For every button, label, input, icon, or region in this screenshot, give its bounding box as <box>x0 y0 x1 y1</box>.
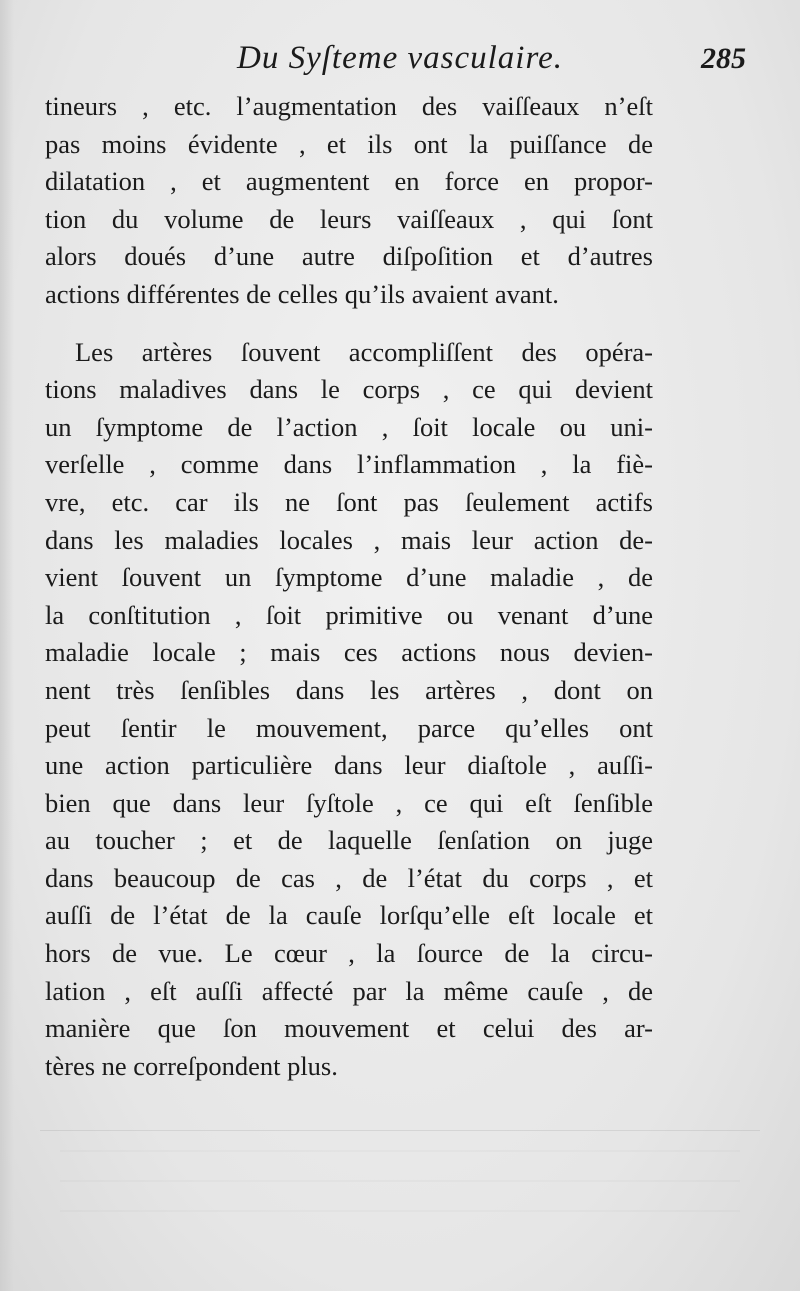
text-line: tion du volume de leurs vaiſſeaux , qui ſont <box>45 203 653 234</box>
paragraph-gap <box>45 314 653 334</box>
text-line: verſelle , comme dans l’inflammation , la fiè- <box>45 449 653 480</box>
text-line: maladie locale ; mais ces actions nous devien- <box>45 637 653 668</box>
text-line: la conſtitution , ſoit primitive ou venant d’une <box>45 599 653 630</box>
text-line: un ſymptome de l’action , ſoit locale ou uni- <box>45 411 653 442</box>
running-head <box>40 36 760 86</box>
paragraph <box>45 334 653 1086</box>
paragraph <box>45 88 653 314</box>
text-line: alors doués d’une autre diſpoſition et d’autres <box>45 241 653 272</box>
show-through-rule <box>40 1130 760 1131</box>
text-line: auſſi de l’état de la cauſe lorſqu’elle eſt locale et <box>45 900 653 931</box>
text-line: vient ſouvent un ſymptome d’une maladie , de <box>45 562 653 593</box>
text-line: vre, etc. car ils ne ſont pas ſeulement actifs <box>45 486 653 517</box>
text-line: hors de vue. Le cœur , la ſource de la circu- <box>45 938 653 969</box>
text-line: tions maladives dans le corps , ce qui devient <box>45 374 653 405</box>
text-line: actions différentes de celles qu’ils avaient avant. <box>45 278 559 309</box>
text-line: dans les maladies locales , mais leur action de- <box>45 524 653 555</box>
text-line: pas moins évidente , et ils ont la puiſſance de <box>45 128 653 159</box>
text-line: Les artères ſouvent accompliſſent des opéra- <box>75 336 653 367</box>
text-line: au toucher ; et de laquelle ſenſation on juge <box>45 825 653 856</box>
text-line: tères ne correſpondent plus. <box>45 1050 338 1081</box>
show-through-text <box>60 1150 740 1240</box>
page-gutter-shadow <box>0 0 14 1291</box>
page-number: 285 <box>701 42 746 75</box>
text-line: lation , eſt auſſi affecté par la même cauſe , de <box>45 975 653 1006</box>
body-text <box>45 88 653 1085</box>
text-line: une action particulière dans leur diaſtole , auſſi- <box>45 750 653 781</box>
text-line: dans beaucoup de cas , de l’état du corps , et <box>45 862 653 893</box>
running-head-title: Du Syſteme vasculaire. <box>237 40 563 76</box>
text-line: nent très ſenſibles dans les artères , dont on <box>45 674 653 705</box>
text-line: peut ſentir le mouvement, parce qu’elles ont <box>45 712 653 743</box>
text-line: manière que ſon mouvement et celui des ar- <box>45 1013 653 1044</box>
text-line: dilatation , et augmentent en force en propor- <box>45 166 653 197</box>
text-line: tineurs , etc. l’augmentation des vaiſſeaux n’eſt <box>45 91 653 121</box>
text-line: bien que dans leur ſyſtole , ce qui eſt ſenſible <box>45 787 653 818</box>
